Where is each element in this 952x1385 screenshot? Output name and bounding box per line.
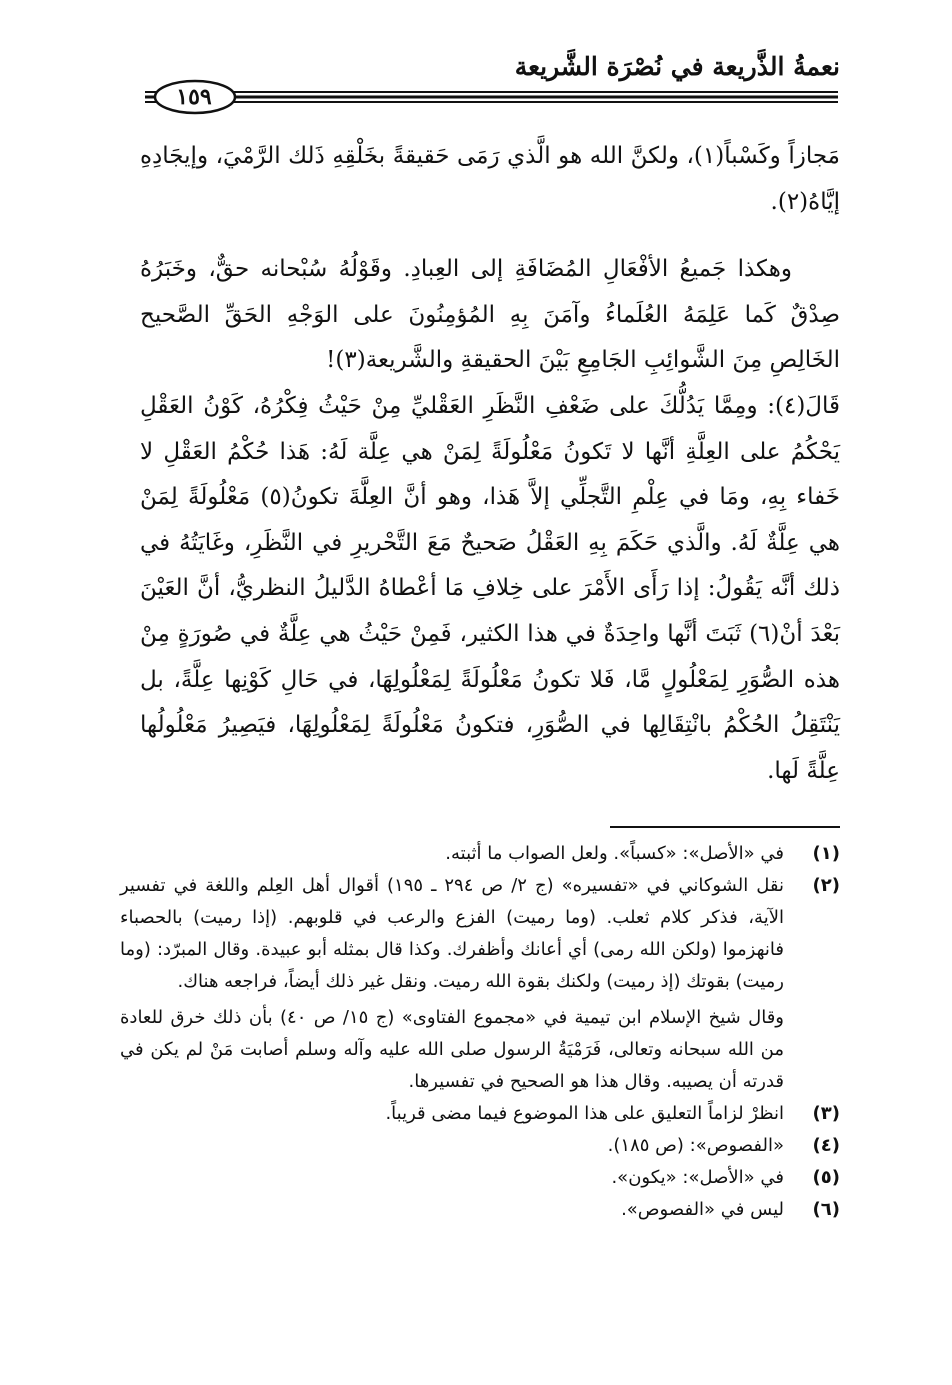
footnote	[120, 1194, 840, 1226]
footnote-number: (٥)	[812, 1167, 840, 1188]
footnotes	[120, 838, 840, 1226]
footnote-number: (٣)	[812, 1103, 840, 1124]
footnote	[120, 1130, 840, 1162]
body-paragraph: وهكذا جَميعُ الأفْعَالِ المُضَافَةِ إلى العِبادِ. وقَوْلُهُ سُبْحانه حقٌّ، وخَبَرُهُ صِدْقٌ كَما عَلِمَهُ العُلَماءُ وآمَنَ بِهِ المُؤمِنُونَ على الوَجْهِ الحَقِّ الصَّحيح الخَالِصِ مِنَ الشَّوائِبِ الجَامِعِ بَيْنَ الحقيقةِ والشَّريعة(٣)!	[140, 256, 840, 374]
footnote-number: (٦)	[812, 1199, 840, 1220]
main-text	[140, 134, 840, 794]
body-paragraph: قَالَ(٤): ومِمَّا يَدُلُّكَ على ضَعْفِ النَّظَرِ العَقْليِّ مِنْ حَيْثُ فِكْرُهُ، كَوْنُ العَقْلِ يَحْكُمُ على العِلَّةِ أنَّها لا تَكونُ مَعْلُولَةً لِمَنْ هي عِلَّة لَهُ: هَذا حُكْمُ العَقْلِ لا خَفاء بِهِ، ومَا في عِلْمِ التَّجلِّي إلاَّ هَذا، وهو أنَّ العِلَّةَ تكونُ(٥) مَعْلُولَةً لِمَنْ هي عِلَّةٌ لَهُ. والَّذي حَكَمَ بِهِ العَقْلُ صَحيحٌ مَعَ التَّحْريرِ في النَّظَرِ، وغَايَتُهُ في ذلك أنَّه يَقُولُ: إذا رَأَى الأَمْرَ على خِلافِ مَا أعْطاهُ الدَّليلُ النظريُّ، أنَّ العَيْنَ بَعْدَ أنْ(٦) ثَبَتَ أنَّها واحِدَةٌ في هذا الكثير، فَمِنْ حَيْثُ هي عِلَّةٌ في صُورَةٍ مِنْ هذه الصُّوَرِ لِمَعْلُولٍ مَّا، فَلا تكونُ مَعْلُولَةً لِمَعْلُولِهَا، في حَالِ كَوْنِها عِلَّةً، بل يَنْتَقِلُ الحُكْمُ بانْتِقَالِها في الصُّوَرِ، فتكونُ مَعْلُولَةً لِمَعْلُولِهَا، فيَصِيرُ مَعْلُولُها عِلَّةً لَها.	[140, 392, 840, 784]
footnote-number: (٢)	[812, 875, 840, 896]
footnote-text: وقال شيخ الإسلام ابن تيمية في «مجموع الفتاوى» (ج ١٥/ ص ٤٠) بأن ذلك خرق للعادة من الله سبحانه وتعالى، فَرَمْيَةُ الرسول صلى الله عليه وآله وسلم أصابت مَنْ لم يكن في قدرته أن يصيبه. وقال هذا هو الصحيح في تفسيرها.	[120, 1007, 784, 1092]
footnote	[120, 1098, 840, 1130]
footnote	[120, 870, 840, 1098]
footnote	[120, 1162, 840, 1194]
footnote	[120, 838, 840, 870]
footnote-text: في «الأصل»: «يكون».	[611, 1167, 784, 1188]
header-rule-ornament	[0, 0, 952, 130]
footnote-text: نقل الشوكاني في «تفسيره» (ج ٢/ ص ٢٩٤ ـ ١٩٥) أقوال أهل العِلم واللغة في تفسير الآية، فذكر كلام ثعلب. (وما رميت) الفزع والرعب في قلوبهم. (إذا رميت) بالحصباء فانهزموا (ولكن الله رمى) أي أعانك وأظفرك. وكذا قال بمثله أبو عبيدة. وقال المبرّد: (وما رميت) بقوتك (إذ رميت) ولكنك بقوة الله رميت. ونقل غير ذلك أيضاً، فراجعه هناك.	[120, 875, 785, 992]
footnote-text: انظرْ لزاماً التعليق على هذا الموضوع فيما مضى قريباً.	[385, 1103, 784, 1124]
footnote-text: في «الأصل»: «كسباً». ولعل الصواب ما أثبته.	[445, 843, 784, 864]
footnote-number: (٤)	[812, 1135, 840, 1156]
running-title: نعمةُ الذَّريعة في نُصْرَة الشَّريعة	[514, 52, 840, 81]
footnote-number: (١)	[812, 843, 840, 864]
footnote-text: «الفصوص»: (ص ١٨٥).	[607, 1135, 784, 1156]
page-number: ١٥٩	[176, 84, 212, 110]
footnote-text: ليس في «الفصوص».	[621, 1199, 784, 1220]
footnote-separator	[610, 826, 840, 828]
body-paragraph: مَجازاً وكَسْباً(١)، ولكنَّ الله هو الَّذي رَمَى حَقيقةً بخَلْقِهِ ذَلك الرَّمْيَ، وإيجَادِهِ إيَّاهُ(٢).	[140, 143, 840, 215]
